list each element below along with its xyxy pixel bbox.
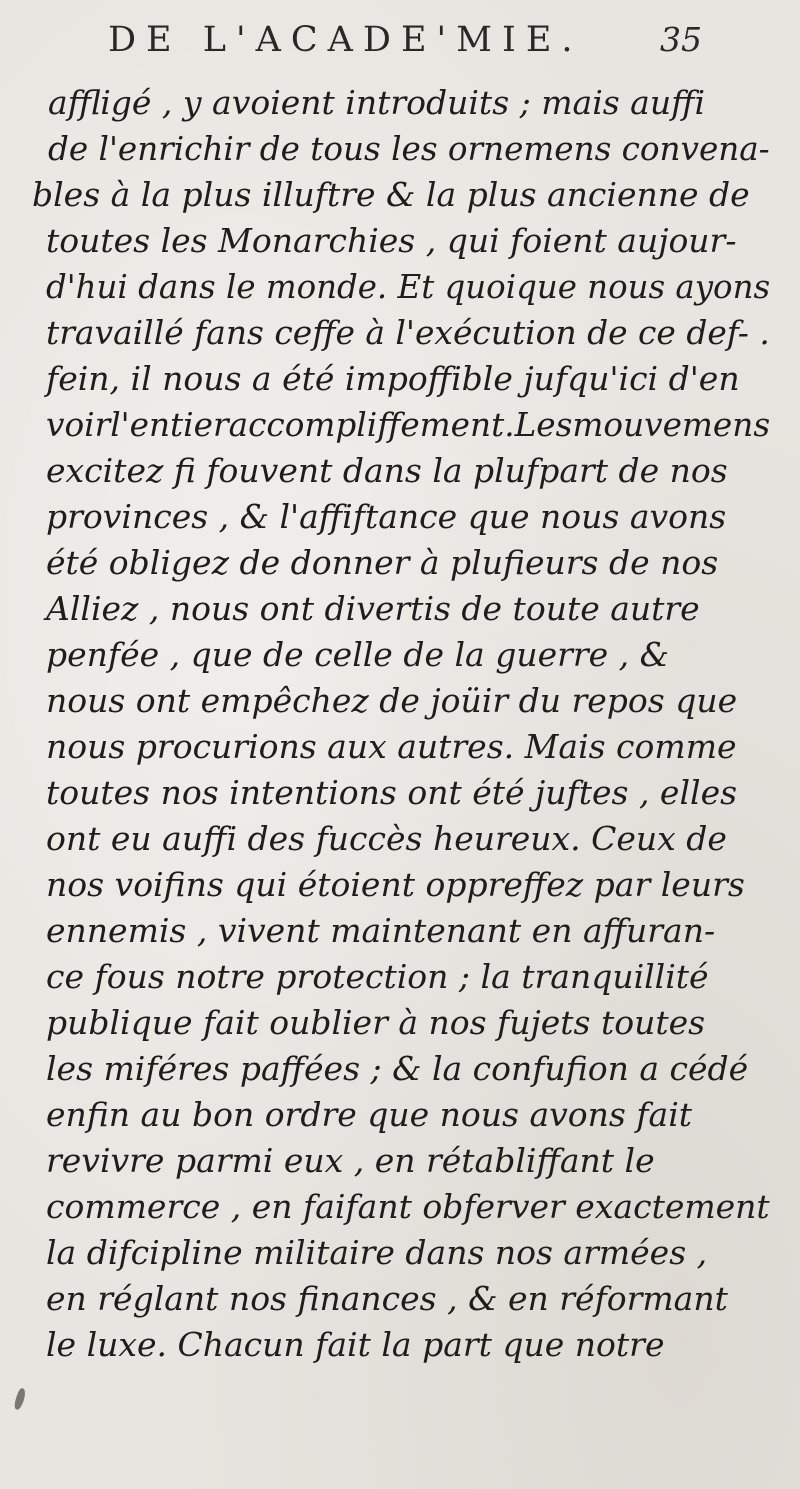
text-line: commerce , en faifant obferver exactement	[46, 1187, 770, 1226]
text-line: la difcipline militaire dans nos armées ,	[46, 1233, 708, 1272]
text-line: publique fait oublier à nos fujets toutes	[46, 1003, 706, 1042]
text-line: toutes les Monarchies , qui foient aujour-	[46, 221, 737, 260]
text-line: d'hui dans le monde. Et quoique nous ayons	[46, 267, 771, 306]
text-line: Alliez , nous ont divertis de toute autre	[46, 589, 700, 628]
text-line: affligé , y avoient introduits ; mais auffi	[48, 83, 706, 122]
text-line: de l'enrichir de tous les ornemens convena-	[48, 129, 770, 168]
text-line: ennemis , vivent maintenant en affuran-	[46, 911, 716, 950]
page-number: 35	[660, 20, 702, 59]
text-line: provinces , & l'affiftance que nous avons	[46, 497, 727, 536]
text-line: les miféres paffées ; & la confufion a cédé	[46, 1049, 749, 1088]
page-header	[0, 18, 800, 78]
text-line: penfée , que de celle de la guerre , &	[46, 635, 670, 674]
text-line: voirl'entieraccompliffement.Lesmouvemens	[46, 405, 771, 444]
text-line: été obligez de donner à plufieurs de nos	[46, 543, 719, 582]
text-line: toutes nos intentions ont été juftes , elles	[46, 773, 738, 812]
text-line: le luxe. Chacun fait la part que notre	[46, 1325, 665, 1364]
text-line: revivre parmi eux , en rétabliffant le	[46, 1141, 655, 1180]
running-head: DE L'ACADE'MIE.	[108, 20, 583, 60]
text-line: enfin au bon ordre que nous avons fait	[46, 1095, 693, 1134]
text-line: en réglant nos finances , & en réformant	[46, 1279, 728, 1318]
text-line: nous ont empêchez de joüir du repos que	[46, 681, 738, 720]
text-line: nos voifins qui étoient oppreffez par leurs	[46, 865, 745, 904]
text-line: fein, il nous a été impoffible jufqu'ici d'en	[46, 359, 740, 398]
text-line: ont eu auffi des fuccès heureux. Ceux de	[46, 819, 727, 858]
text-line: ce fous notre protection ; la tranquillité	[46, 957, 709, 996]
text-line: bles à la plus illuftre & la plus ancienne de	[32, 175, 750, 214]
text-line: excitez fi fouvent dans la plufpart de nos	[46, 451, 728, 490]
text-line: nous procurions aux autres. Mais comme	[46, 727, 737, 766]
ink-speck	[13, 1387, 27, 1410]
text-line: travaillé fans ceffe à l'exécution de ce def- .	[46, 313, 770, 352]
